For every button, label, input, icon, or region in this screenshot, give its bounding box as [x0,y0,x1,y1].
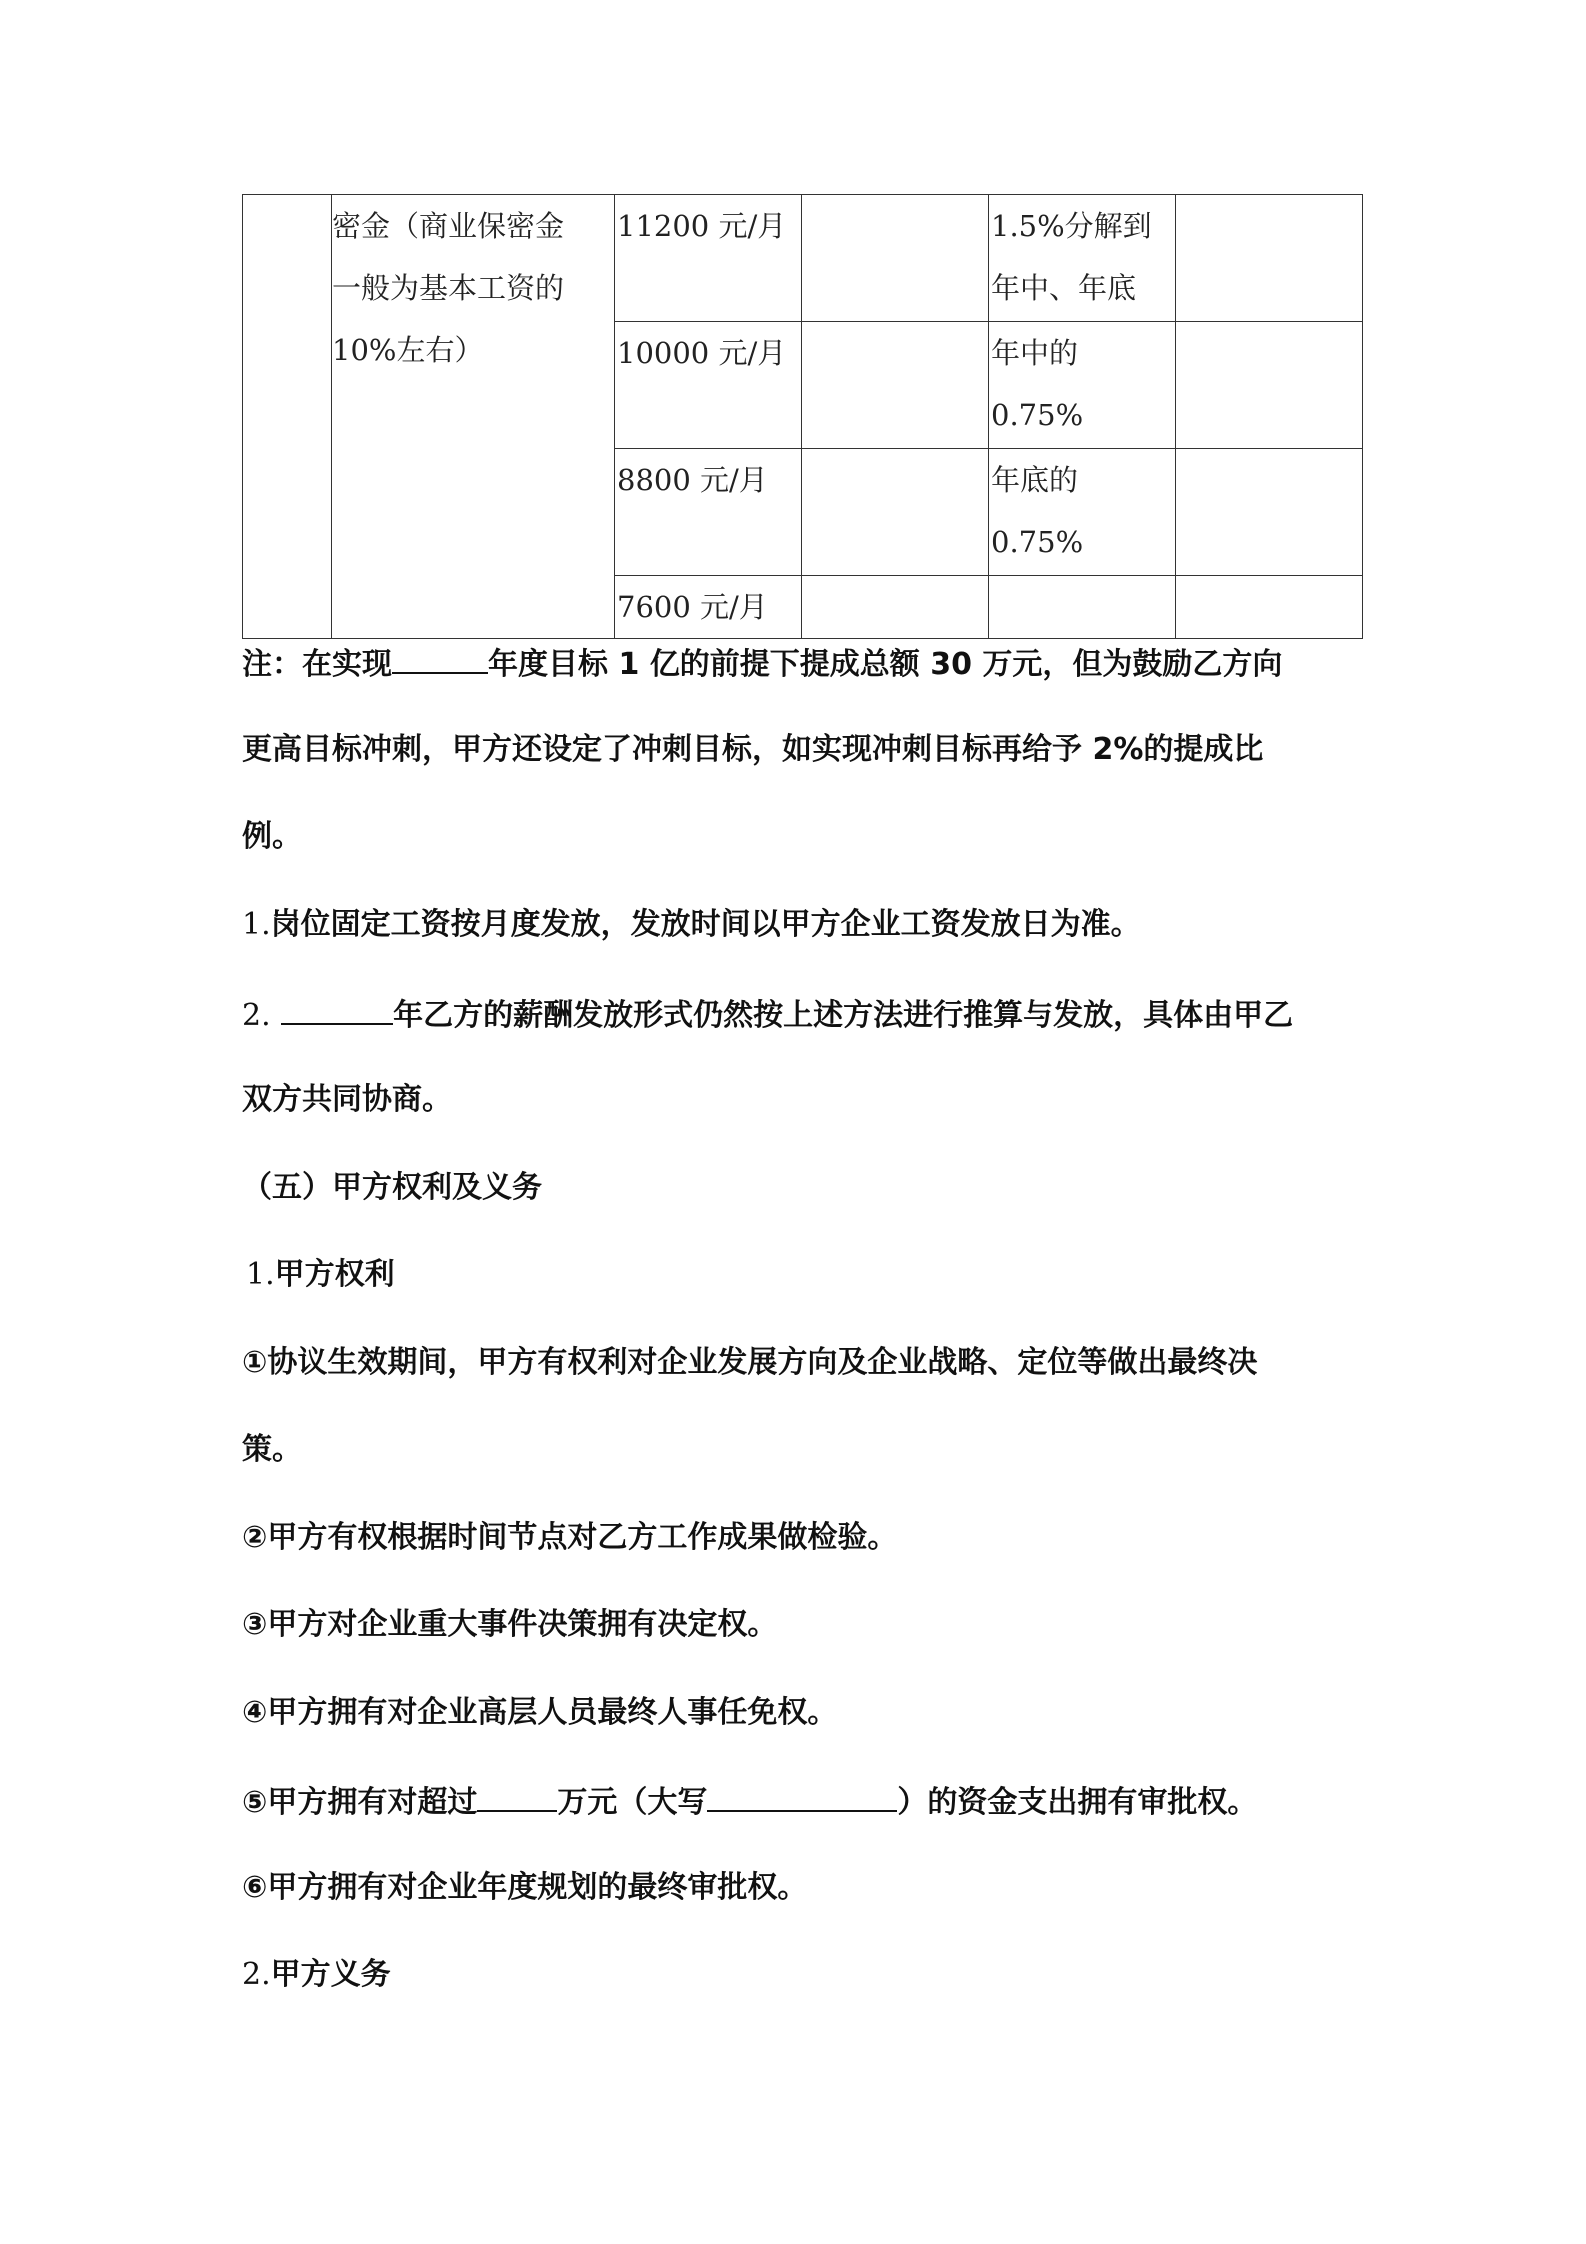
right-1-line-1: ①协议生效期间，甲方有权利对企业发展方向及企业战略、定位等做出最终决 [242,1345,1258,1380]
subsection-label: 甲方义务 [270,1957,391,1992]
table-cell-empty [802,449,989,576]
table-cell-empty [802,195,989,322]
salary-cell: 11200 元/月 [615,195,802,322]
table-cell-empty [989,576,1176,639]
note-prefix: 注：在实现 [242,647,392,682]
table-cell-empty [1176,195,1363,322]
table-cell-empty [1176,576,1363,639]
table-cell-empty [1176,322,1363,449]
salary-cell: 7600 元/月 [615,576,802,639]
table-cell-empty [243,195,332,639]
right-5-text: 万元（大写 [557,1785,708,1820]
secrecy-fee-cell [332,195,615,639]
subsection-obligations [242,1955,1362,1995]
table-cell-empty [802,322,989,449]
item-text: 岗位固定工资按月度发放，发放时间以甲方企业工资发放日为准。 [270,907,1141,942]
item-number: 1. [242,907,271,942]
ratio-line: 0.75% [991,525,1084,559]
ratio-line: 1.5%分解到 [991,209,1152,243]
right-5 [242,1780,1362,1823]
note-line-1 [242,642,1362,685]
ratio-line: 年中的 [991,336,1079,370]
year-blank [392,642,488,674]
item-2-continuation: 双方共同协商。 [242,1082,452,1117]
table-row [243,195,1363,322]
item-1 [242,905,1362,945]
subsection-rights [242,1255,1362,1295]
salary-cell: 8800 元/月 [615,449,802,576]
right-3: ③甲方对企业重大事件决策拥有决定权。 [242,1607,778,1642]
subsection-number: 2. [242,1957,271,1992]
ratio-line: 0.75% [991,398,1084,432]
salary-table [242,194,1363,639]
item-number: 2. [242,998,271,1033]
year-blank [281,993,393,1025]
subsection-number: 1. [246,1257,275,1292]
note-text: 年度目标 1 亿的前提下提成总额 30 万元，但为鼓励乙方向 [488,647,1283,682]
section-heading: （五）甲方权利及义务 [242,1170,542,1205]
item-2 [242,993,1362,1036]
right-2: ②甲方有权根据时间节点对乙方工作成果做检验。 [242,1520,898,1555]
right-5-text: ）的资金支出拥有审批权。 [897,1785,1258,1820]
secrecy-fee-line: 一般为基本工资的 [332,271,565,305]
secrecy-fee-line: 密金（商业保密金 [332,209,565,243]
right-5-text: ⑤甲方拥有对超过 [242,1785,478,1820]
salary-cell: 10000 元/月 [615,322,802,449]
secrecy-fee-line: 10%左右） [332,333,484,367]
right-6: ⑥甲方拥有对企业年度规划的最终审批权。 [242,1870,808,1905]
note-line-2: 更高目标冲刺，甲方还设定了冲刺目标，如实现冲刺目标再给予 2%的提成比 [242,732,1264,767]
subsection-label: 甲方权利 [274,1257,395,1292]
ratio-line: 年底的 [991,463,1079,497]
table-cell-empty [1176,449,1363,576]
note-line-3: 例。 [242,819,302,854]
ratio-cell [989,195,1176,322]
right-1-line-2: 策。 [242,1432,302,1467]
right-4: ④甲方拥有对企业高层人员最终人事任免权。 [242,1695,838,1730]
amount-blank [477,1780,557,1812]
table-cell-empty [802,576,989,639]
item-text: 年乙方的薪酬发放形式仍然按上述方法进行推算与发放，具体由甲乙 [393,998,1294,1033]
ratio-line: 年中、年底 [991,271,1137,305]
ratio-cell [989,322,1176,449]
ratio-cell [989,449,1176,576]
amount-capital-blank [707,1780,897,1812]
